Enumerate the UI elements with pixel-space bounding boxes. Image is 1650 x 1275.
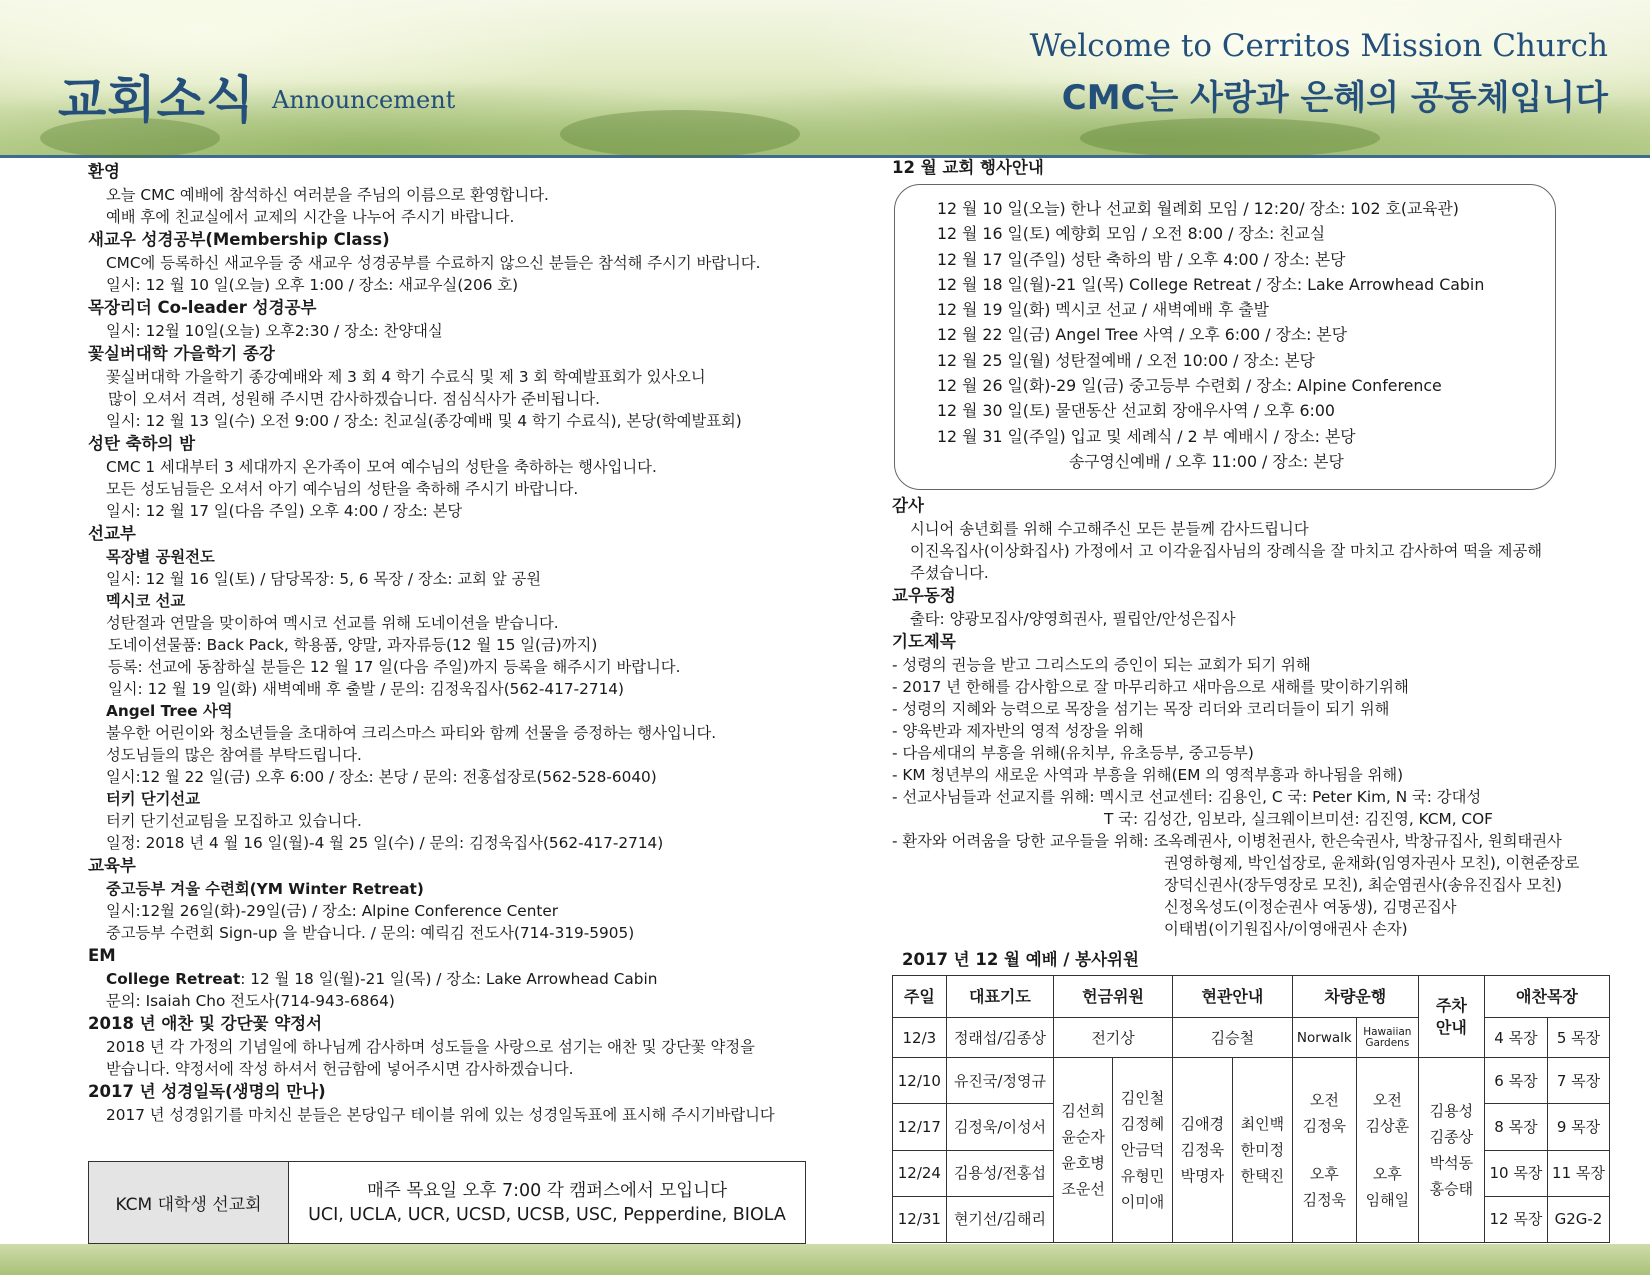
info-line: 신정옥성도(이정순권사 여동생), 김명곤집사 bbox=[1164, 898, 1457, 916]
info-line: - 선교사님들과 선교지를 위해: 멕시코 선교센터: 김용인, C 국: Peter Kim, N 국: 강대성 bbox=[892, 788, 1482, 806]
staff-name: 김정욱 bbox=[1302, 1191, 1347, 1209]
staff-name: 한택진 bbox=[1240, 1167, 1285, 1185]
event-item: 12 월 18 일(월)-21 일(목) College Retreat / 장소: Lake Arrowhead Cabin bbox=[937, 274, 1485, 294]
header-parking-label: 주차 안내 bbox=[1435, 995, 1467, 1037]
info-line: - 환자와 어려움을 당한 교우들을 위해: 조옥례권사, 이병천권사, 한은숙권사, 박창규집사, 원희태권사 bbox=[892, 832, 1562, 850]
announcement-line bbox=[88, 968, 808, 990]
subsection-heading: 목장별 공원전도 bbox=[106, 548, 215, 566]
staff-name: 조운선 bbox=[1061, 1180, 1105, 1198]
meal-cell: G2G-2 bbox=[1547, 1196, 1609, 1242]
meal-cell: 12 목장 bbox=[1484, 1196, 1547, 1242]
table-row bbox=[893, 1058, 1610, 1104]
parking-cell bbox=[1418, 1058, 1484, 1243]
page-title-english: Announcement bbox=[272, 86, 456, 114]
staff-name: 임해일 bbox=[1365, 1191, 1410, 1209]
section-heading: 기도제목 bbox=[892, 632, 956, 651]
announcement-line: 중고등부 수련회 Sign-up 을 받습니다. / 문의: 예릭김 전도사(714-319-5905) bbox=[106, 924, 635, 942]
staff-name: 이미애 bbox=[1120, 1193, 1165, 1211]
page-title-korean: 교회소식 bbox=[58, 70, 256, 129]
header-week: 주일 bbox=[893, 976, 947, 1018]
usher-cell bbox=[1172, 1058, 1232, 1243]
usher-cell bbox=[1232, 1058, 1292, 1243]
meal-cell: 4 목장 bbox=[1484, 1018, 1547, 1058]
staff-name: 김애경 bbox=[1180, 1115, 1225, 1133]
prayer-cell: 현기선/김해리 bbox=[946, 1196, 1053, 1242]
info-line: 주셨습니다. bbox=[910, 564, 989, 582]
announcement-line: 일시:12 월 22 일(금) 오후 6:00 / 장소: 본당 / 문의: 전홍섭장로(562-528-6040) bbox=[106, 768, 657, 786]
kcm-campus-list: UCI, UCLA, UCR, UCSD, UCSB, USC, Pepperdine, BIOLA bbox=[308, 1204, 786, 1225]
section-heading: EM bbox=[88, 946, 116, 965]
kcm-meeting-time: 매주 목요일 오후 7:00 각 캠퍼스에서 모입니다 bbox=[366, 1180, 728, 1201]
announcement-line: CMC에 등록하신 새교우들 중 새교우 성경공부를 수료하지 않으신 분들은 참석해 주시기 바랍니다. bbox=[106, 254, 761, 272]
staff-name bbox=[1357, 1139, 1418, 1161]
offering-cell bbox=[1054, 1058, 1113, 1243]
schedule-title: 2017 년 12 월 예배 / 봉사위원 bbox=[902, 950, 1139, 969]
week-cell: 12/10 bbox=[893, 1058, 947, 1104]
section-heading: 선교부 bbox=[88, 524, 136, 543]
announcement-line: 받습니다. 약정서에 작성 하셔서 헌금함에 넣어주시면 감사하겠습니다. bbox=[106, 1060, 574, 1078]
staff-name: 박석동 bbox=[1429, 1154, 1474, 1172]
section-heading: 새교우 성경공부(Membership Class) bbox=[88, 230, 390, 249]
subsection-heading: 터키 단기선교 bbox=[106, 790, 200, 808]
section-heading: 꽃실버대학 가을학기 종강 bbox=[88, 344, 275, 363]
announcement-line: 문의: Isaiah Cho 전도사(714-943-6864) bbox=[106, 992, 395, 1010]
staff-name: 최인백 bbox=[1240, 1115, 1285, 1133]
week-cell: 12/3 bbox=[893, 1018, 947, 1058]
staff-name: 김인철 bbox=[1120, 1089, 1165, 1107]
announcement-line: CMC 1 세대부터 3 세대까지 온가족이 모여 예수님의 성탄을 축하하는 행사입니다. bbox=[106, 458, 657, 476]
section-heading: 교육부 bbox=[88, 856, 136, 875]
announcement-line: 성도님들의 많은 참여를 부탁드립니다. bbox=[106, 746, 362, 764]
staff-name: 오후 bbox=[1309, 1165, 1339, 1183]
usher-cell: 김승철 bbox=[1172, 1018, 1292, 1058]
subsection-heading: Angel Tree 사역 bbox=[106, 702, 233, 720]
event-item: 12 월 30 일(토) 물댄동산 선교회 장애우사역 / 오후 6:00 bbox=[937, 401, 1335, 421]
welcome-banner: Welcome to Cerritos Mission Church bbox=[1029, 28, 1608, 64]
driving-cell bbox=[1356, 1058, 1418, 1243]
staff-name: 박명자 bbox=[1180, 1167, 1225, 1185]
header-usher: 현관안내 bbox=[1172, 976, 1292, 1018]
events-section-title bbox=[892, 156, 1612, 180]
staff-name: 김정혜 bbox=[1120, 1115, 1165, 1133]
meal-cell: 10 목장 bbox=[1484, 1150, 1547, 1196]
event-item: 12 월 25 일(월) 성탄절예배 / 오전 10:00 / 장소: 본당 bbox=[937, 350, 1315, 370]
announcement-line: 도네이션물품: Back Pack, 학용품, 양말, 과자류등(12 월 15 일(금)까지) bbox=[108, 636, 598, 654]
announcement-line: 일시: 12 월 19 일(화) 새벽예배 후 출발 / 문의: 김정욱집사(562-417-2714) bbox=[108, 680, 625, 698]
staff-name: 김정욱 bbox=[1302, 1117, 1347, 1135]
staff-name: 윤호병 bbox=[1061, 1154, 1105, 1172]
event-item-continuation: 송구영신예배 / 오후 11:00 / 장소: 본당 bbox=[1069, 451, 1344, 471]
announcement-line: 2018 년 각 가정의 기념일에 하나님께 감사하며 성도들을 사랑으로 섬기는 애찬 및 강단꽃 약정을 bbox=[106, 1038, 755, 1056]
staff-name: 오후 bbox=[1372, 1165, 1402, 1183]
staff-name: 김상훈 bbox=[1365, 1117, 1410, 1135]
section-heading: 2018 년 애찬 및 강단꽃 약정서 bbox=[88, 1014, 323, 1033]
foliage-decoration bbox=[1080, 118, 1380, 158]
table-row bbox=[893, 1018, 1610, 1058]
info-line: 출타: 양광모집사/양영희권사, 필립안/안성은집사 bbox=[910, 610, 1236, 628]
staff-name: 오전 bbox=[1372, 1091, 1402, 1109]
week-cell: 12/17 bbox=[893, 1104, 947, 1150]
section-heading: 교우동정 bbox=[892, 586, 956, 605]
staff-name: 김정욱 bbox=[1180, 1141, 1225, 1159]
announcement-line: 일시: 12 월 10 일(오늘) 오후 1:00 / 장소: 새교우실(206 호) bbox=[106, 276, 519, 294]
emphasis-label: College Retreat bbox=[106, 970, 241, 988]
meal-cell: 11 목장 bbox=[1547, 1150, 1609, 1196]
meal-cell: 7 목장 bbox=[1547, 1058, 1609, 1104]
announcement-line: 터키 단기선교팀을 모집하고 있습니다. bbox=[106, 812, 362, 830]
prayer-cell: 김용성/전홍섭 bbox=[946, 1150, 1053, 1196]
staff-name: 유형민 bbox=[1120, 1167, 1165, 1185]
footer-band bbox=[0, 1244, 1650, 1275]
info-line: 권영하형제, 박인섭장로, 윤채화(임영자권사 모친), 이현준장로 bbox=[1164, 854, 1580, 872]
announcement-line: 일시: 12 월 13 일(수) 오전 9:00 / 장소: 친교실(종강예배 및 4 학기 수료식), 본당(학예발표회) bbox=[106, 412, 742, 430]
staff-name: 오전 bbox=[1309, 1091, 1339, 1109]
announcement-line: 오늘 CMC 예배에 참석하신 여러분을 주님의 이름으로 환영합니다. bbox=[106, 186, 549, 204]
section-heading: 성탄 축하의 밤 bbox=[88, 434, 196, 453]
announcement-line: 꽃실버대학 가을학기 종강예배와 제 3 회 4 학기 수료식 및 제 3 회 학예발표회가 있사오니 bbox=[106, 368, 706, 386]
section-heading: 2017 년 성경일독(생명의 만나) bbox=[88, 1082, 326, 1101]
info-line: - 성령의 지혜와 능력으로 목장을 섬기는 목장 리더와 코리더들이 되기 위해 bbox=[892, 700, 1390, 718]
info-line: 장덕신권사(장두영장로 모친), 최순염권사(송유진집사 모친) bbox=[1164, 876, 1562, 894]
schedule-header-row bbox=[893, 976, 1610, 1018]
announcement-line: 일시: 12월 10일(오늘) 오후2:30 / 장소: 찬양대실 bbox=[106, 322, 443, 340]
week-cell: 12/31 bbox=[893, 1196, 947, 1242]
staff-name: 김종상 bbox=[1429, 1128, 1474, 1146]
announcement-line: 일정: 2018 년 4 월 16 일(월)-4 월 25 일(수) / 문의: 김정욱집사(562-417-2714) bbox=[106, 834, 664, 852]
meal-cell: 9 목장 bbox=[1547, 1104, 1609, 1150]
kcm-details bbox=[289, 1162, 805, 1243]
event-item: 12 월 31 일(주일) 입교 및 세례식 / 2 부 예배시 / 장소: 본당 bbox=[937, 426, 1356, 446]
prayer-cell: 김정욱/이성서 bbox=[946, 1104, 1053, 1150]
events-list bbox=[937, 196, 1484, 474]
driving-cell bbox=[1292, 1058, 1356, 1243]
announcement-line: 모든 성도님들은 오셔서 아기 예수님의 성탄을 축하해 주시기 바랍니다. bbox=[106, 480, 579, 498]
announcement-line: 일시: 12 월 16 일(토) / 담당목장: 5, 6 목장 / 장소: 교회 앞 공원 bbox=[106, 570, 542, 588]
event-item: 12 월 16 일(토) 예향회 모임 / 오전 8:00 / 장소: 친교실 bbox=[937, 224, 1326, 244]
info-line: - 다음세대의 부흥을 위해(유치부, 유초등부, 중고등부) bbox=[892, 744, 1254, 762]
header-meal: 애찬목장 bbox=[1484, 976, 1609, 1018]
service-schedule-table bbox=[892, 975, 1610, 1243]
event-item: 12 월 17 일(주일) 성탄 축하의 밤 / 오후 4:00 / 장소: 본당 bbox=[937, 249, 1346, 269]
event-item: 12 월 26 일(화)-29 일(금) 중고등부 수련회 / 장소: Alpine Conference bbox=[937, 376, 1442, 396]
announcement-line: 등록: 선교에 동참하실 분들은 12 월 17 일(다음 주일)까지 등록을 해주시기 바랍니다. bbox=[108, 658, 681, 676]
info-line: 이태범(이기원집사/이영애권사 손자) bbox=[1164, 920, 1408, 938]
event-item: 12 월 22 일(금) Angel Tree 사역 / 오후 6:00 / 장소: 본당 bbox=[937, 325, 1347, 345]
announcement-line: 많이 오셔서 격려, 성원해 주시면 감사하겠습니다. 점심식사가 준비됩니다. bbox=[108, 390, 600, 408]
announcement-line: 일시:12월 26일(화)-29일(금) / 장소: Alpine Conference Center bbox=[106, 902, 559, 920]
page-header bbox=[0, 0, 1650, 158]
info-line: - 양육반과 제자반의 영적 성장을 위해 bbox=[892, 722, 1144, 740]
header-offering: 헌금위원 bbox=[1054, 976, 1173, 1018]
staff-name: 한미정 bbox=[1240, 1141, 1285, 1159]
section-heading: 목장리더 Co-leader 성경공부 bbox=[88, 298, 317, 317]
prayer-cell: 유진국/정영규 bbox=[946, 1058, 1053, 1104]
header-parking bbox=[1418, 976, 1484, 1058]
driving-hawaiian-cell: Hawaiian Gardens bbox=[1356, 1018, 1418, 1058]
info-line: T 국: 김성간, 임보라, 실크웨이브미션: 김진영, KCM, COF bbox=[1104, 810, 1493, 828]
events-title: 12 월 교회 행사안내 bbox=[892, 158, 1044, 177]
meal-cell: 6 목장 bbox=[1484, 1058, 1547, 1104]
info-line: 이진옥집사(이상화집사) 가정에서 고 이각윤집사님의 장례식을 잘 마치고 감사하여 떡을 제공해 bbox=[910, 542, 1542, 560]
church-motto: CMC는 사랑과 은혜의 공동체입니다 bbox=[1061, 78, 1608, 118]
info-line: - KM 청년부의 새로운 사역과 부흥을 위해(EM 의 영적부흥과 하나됨을 위해) bbox=[892, 766, 1404, 784]
driving-norwalk-cell: Norwalk bbox=[1292, 1018, 1356, 1058]
announcements-column bbox=[88, 160, 808, 1126]
staff-name bbox=[1293, 1139, 1356, 1161]
staff-name: 김선희 bbox=[1061, 1102, 1105, 1120]
info-line: 시니어 송년회를 위해 수고해주신 모든 분들께 감사드립니다 bbox=[910, 520, 1309, 538]
staff-name: 안금덕 bbox=[1120, 1141, 1165, 1159]
meal-cell: 5 목장 bbox=[1547, 1018, 1609, 1058]
header-prayer: 대표기도 bbox=[946, 976, 1053, 1018]
line-text: : 12 월 18 일(월)-21 일(목) / 장소: Lake Arrowhead Cabin bbox=[240, 970, 658, 988]
staff-name: 김용성 bbox=[1429, 1102, 1474, 1120]
event-item: 12 월 19 일(화) 멕시코 선교 / 새벽예배 후 출발 bbox=[937, 300, 1269, 320]
announcement-line: 불우한 어린이와 청소년들을 초대하여 크리스마스 파티와 함께 선물을 증정하는 행사입니다. bbox=[106, 724, 717, 742]
subsection-heading: 중고등부 겨울 수련회(YM Winter Retreat) bbox=[106, 880, 424, 898]
section-heading: 환영 bbox=[88, 162, 120, 181]
section-heading: 감사 bbox=[892, 496, 924, 515]
subsection-heading: 멕시코 선교 bbox=[106, 592, 186, 610]
event-item: 12 월 10 일(오늘) 한나 선교회 월례회 모임 / 12:20/ 장소: 102 호(교육관) bbox=[937, 199, 1459, 218]
staff-name: 홍승태 bbox=[1429, 1180, 1474, 1198]
announcement-line: 일시: 12 월 17 일(다음 주일) 오후 4:00 / 장소: 본당 bbox=[106, 502, 463, 520]
header-driving: 차량운행 bbox=[1292, 976, 1418, 1018]
offering-cell bbox=[1113, 1058, 1173, 1243]
kcm-label: KCM 대학생 선교회 bbox=[89, 1162, 289, 1243]
info-line: - 2017 년 한해를 감사함으로 잘 마무리하고 새마음으로 새해를 맞이하기위해 bbox=[892, 678, 1409, 696]
announcement-line: 2017 년 성경읽기를 마치신 분들은 본당입구 테이블 위에 있는 성경일독표에 표시해 주시기바랍니다 bbox=[106, 1106, 775, 1124]
info-line: - 성령의 권능을 받고 그리스도의 증인이 되는 교회가 되기 위해 bbox=[892, 656, 1311, 674]
announcement-line: 예배 후에 친교실에서 교제의 시간을 나누어 주시기 바랍니다. bbox=[106, 208, 515, 226]
meal-cell: 8 목장 bbox=[1484, 1104, 1547, 1150]
right-announcements bbox=[892, 494, 1579, 940]
week-cell: 12/24 bbox=[893, 1150, 947, 1196]
offering-cell: 전기상 bbox=[1054, 1018, 1173, 1058]
staff-name: 윤순자 bbox=[1061, 1128, 1105, 1146]
kcm-info-box bbox=[88, 1161, 806, 1244]
foliage-decoration bbox=[560, 110, 800, 158]
prayer-cell: 정래섭/김종상 bbox=[946, 1018, 1053, 1058]
announcement-line: 성탄절과 연말을 맞이하여 멕시코 선교를 위해 도네이션을 받습니다. bbox=[106, 614, 559, 632]
